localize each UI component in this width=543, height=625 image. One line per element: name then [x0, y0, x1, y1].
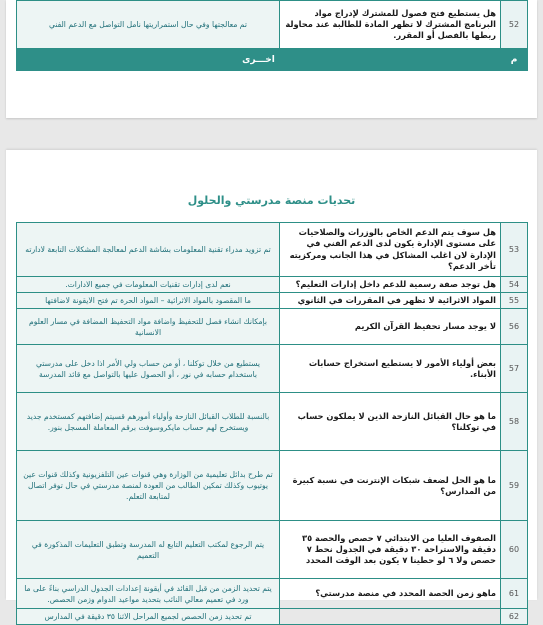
table-row	[17, 345, 528, 393]
table-row	[17, 223, 528, 277]
answer-cell: تم تزويد مدراء تقنية المعلومات بشاشة الدعم لمعالجة المشكلات التابعة لادارته	[17, 223, 280, 277]
table-row	[17, 579, 528, 609]
answer-cell: تم تحديد زمن الحصص لجميع المراحل الاثنا ٣٥ دقيقة في المدارس	[17, 609, 280, 625]
row-number: 61	[501, 579, 528, 609]
column-m-label: م	[501, 50, 528, 71]
question-cell: ما هو الحل لضعف شبكات الإنترنت في نسبة كبيرة من المدارس؟	[280, 451, 501, 521]
answer-cell: ما المقصود بالمواد الاثرائية – المواد الحرة تم فتح الايقونة لاضافتها	[17, 293, 280, 309]
question-cell: هل سوف يتم الدعم الخاص بالوزرات والصلاحيات على مستوى الإدارة يكون لدى الدعم الفني في الإدارة لان اغلب المشاكل في هذا الجانب ومركزيته تأخر الدعم؟	[280, 223, 501, 277]
question-cell: هل يستطيع فتح فصول للمشترك لإدراج مواد البرنامج المشترك لا تظهر المادة للطالبة عند محاولة ربطها بالفصل أو المقرر.	[280, 1, 501, 49]
document-page-bottom	[6, 150, 537, 622]
document-page-top	[6, 0, 537, 118]
table-row	[17, 451, 528, 521]
answer-cell: يتم تحديد الزمن من قبل القائد في أيقونة إعدادات الجدول الدراسي بناءً على ما ورد في تعميم معالي النائب بتحديد مواعيد الدوام وزمن الحصص.	[17, 579, 280, 609]
row-number: 57	[501, 345, 528, 393]
question-cell: بعض أولياء الأمور لا يستطيع استخراج حسابات الأبناء.	[280, 345, 501, 393]
faq-table-top	[16, 0, 528, 49]
faq-table	[16, 222, 528, 625]
answer-cell: بإمكانك انشاء فصل للتحفيظ واضافة مواد التحفيظ المضافة في مسار العلوم الانسانية	[17, 309, 280, 345]
category-label: اخـــرى	[17, 50, 501, 71]
question-cell: ما هو حال القبائل النازحة الذين لا يملكون حساب في توكلنا؟	[280, 393, 501, 451]
row-number: 62	[501, 609, 528, 625]
question-cell: لا يوجد مسار تحفيظ القرآن الكريم	[280, 309, 501, 345]
table-row	[17, 609, 528, 625]
table-row	[17, 293, 528, 309]
row-number: 58	[501, 393, 528, 451]
row-number: 53	[501, 223, 528, 277]
row-number: 52	[501, 1, 528, 49]
answer-cell: يتم الرجوع لمكتب التعليم التابع له المدرسة وتطبق التعليمات المذكورة في التعميم	[17, 521, 280, 579]
section-title: تحديات منصة مدرستي والحلول	[187, 194, 356, 207]
question-cell	[280, 609, 501, 625]
question-cell: ماهو زمن الحصة المحدد في منصة مدرستي؟	[280, 579, 501, 609]
question-cell: هل توجد صفة رسمية للدعم داخل إدارات التعليم؟	[280, 277, 501, 293]
answer-cell: بالنسبة للطلاب القبائل النازحة وأولياء أمورهم قسيتم إضافتهم كمستخدم جديد ويستخرج لهم حساب مايكروسوفت برقم المعاملة المسجل بنور.	[17, 393, 280, 451]
row-number: 59	[501, 451, 528, 521]
table-row	[17, 521, 528, 579]
answer-cell: تم طرح بدائل تعليمية من الوزارة وهي قنوات عين التلفزيونية وكذلك قنوات عين يوتيوب وكذلك تمكين الطالب من العودة لمنصة مدرستي في حال توفر اتصال لمتابعة التعلم.	[17, 451, 280, 521]
question-cell: الصفوف العليا من الابتدائي ٧ حصص والحصة ٣٥ دقيقة والاستراحة ٣٠ دقيقة في الجدول نحط ٧ حصص ولا ٦ لو حطينا ٧ يكون بعد الوقت المحدد	[280, 521, 501, 579]
row-number: 56	[501, 309, 528, 345]
table-row	[17, 277, 528, 293]
answer-cell: يستطيع من خلال توكلنا ، أو من حساب ولي الأمر اذا دخل على مدرستي باستخدام حسابه في نور ، أو الحصول عليها بالتواصل مع قائد المدرسة	[17, 345, 280, 393]
answer-cell: نعم لدى إدارات تقنيات المعلومات في جميع الادارات.	[17, 277, 280, 293]
table-row	[17, 50, 528, 71]
table-row	[17, 1, 528, 49]
table-row	[17, 393, 528, 451]
row-number: 54	[501, 277, 528, 293]
row-number: 55	[501, 293, 528, 309]
table-row	[17, 309, 528, 345]
row-number: 60	[501, 521, 528, 579]
question-cell: المواد الاثرائية لا تظهر في المقررات في الثانوي	[280, 293, 501, 309]
answer-cell: تم معالجتها وفي حال استمراريتها نامل التواصل مع الدعم الفني	[17, 1, 280, 49]
category-bar	[16, 49, 528, 71]
